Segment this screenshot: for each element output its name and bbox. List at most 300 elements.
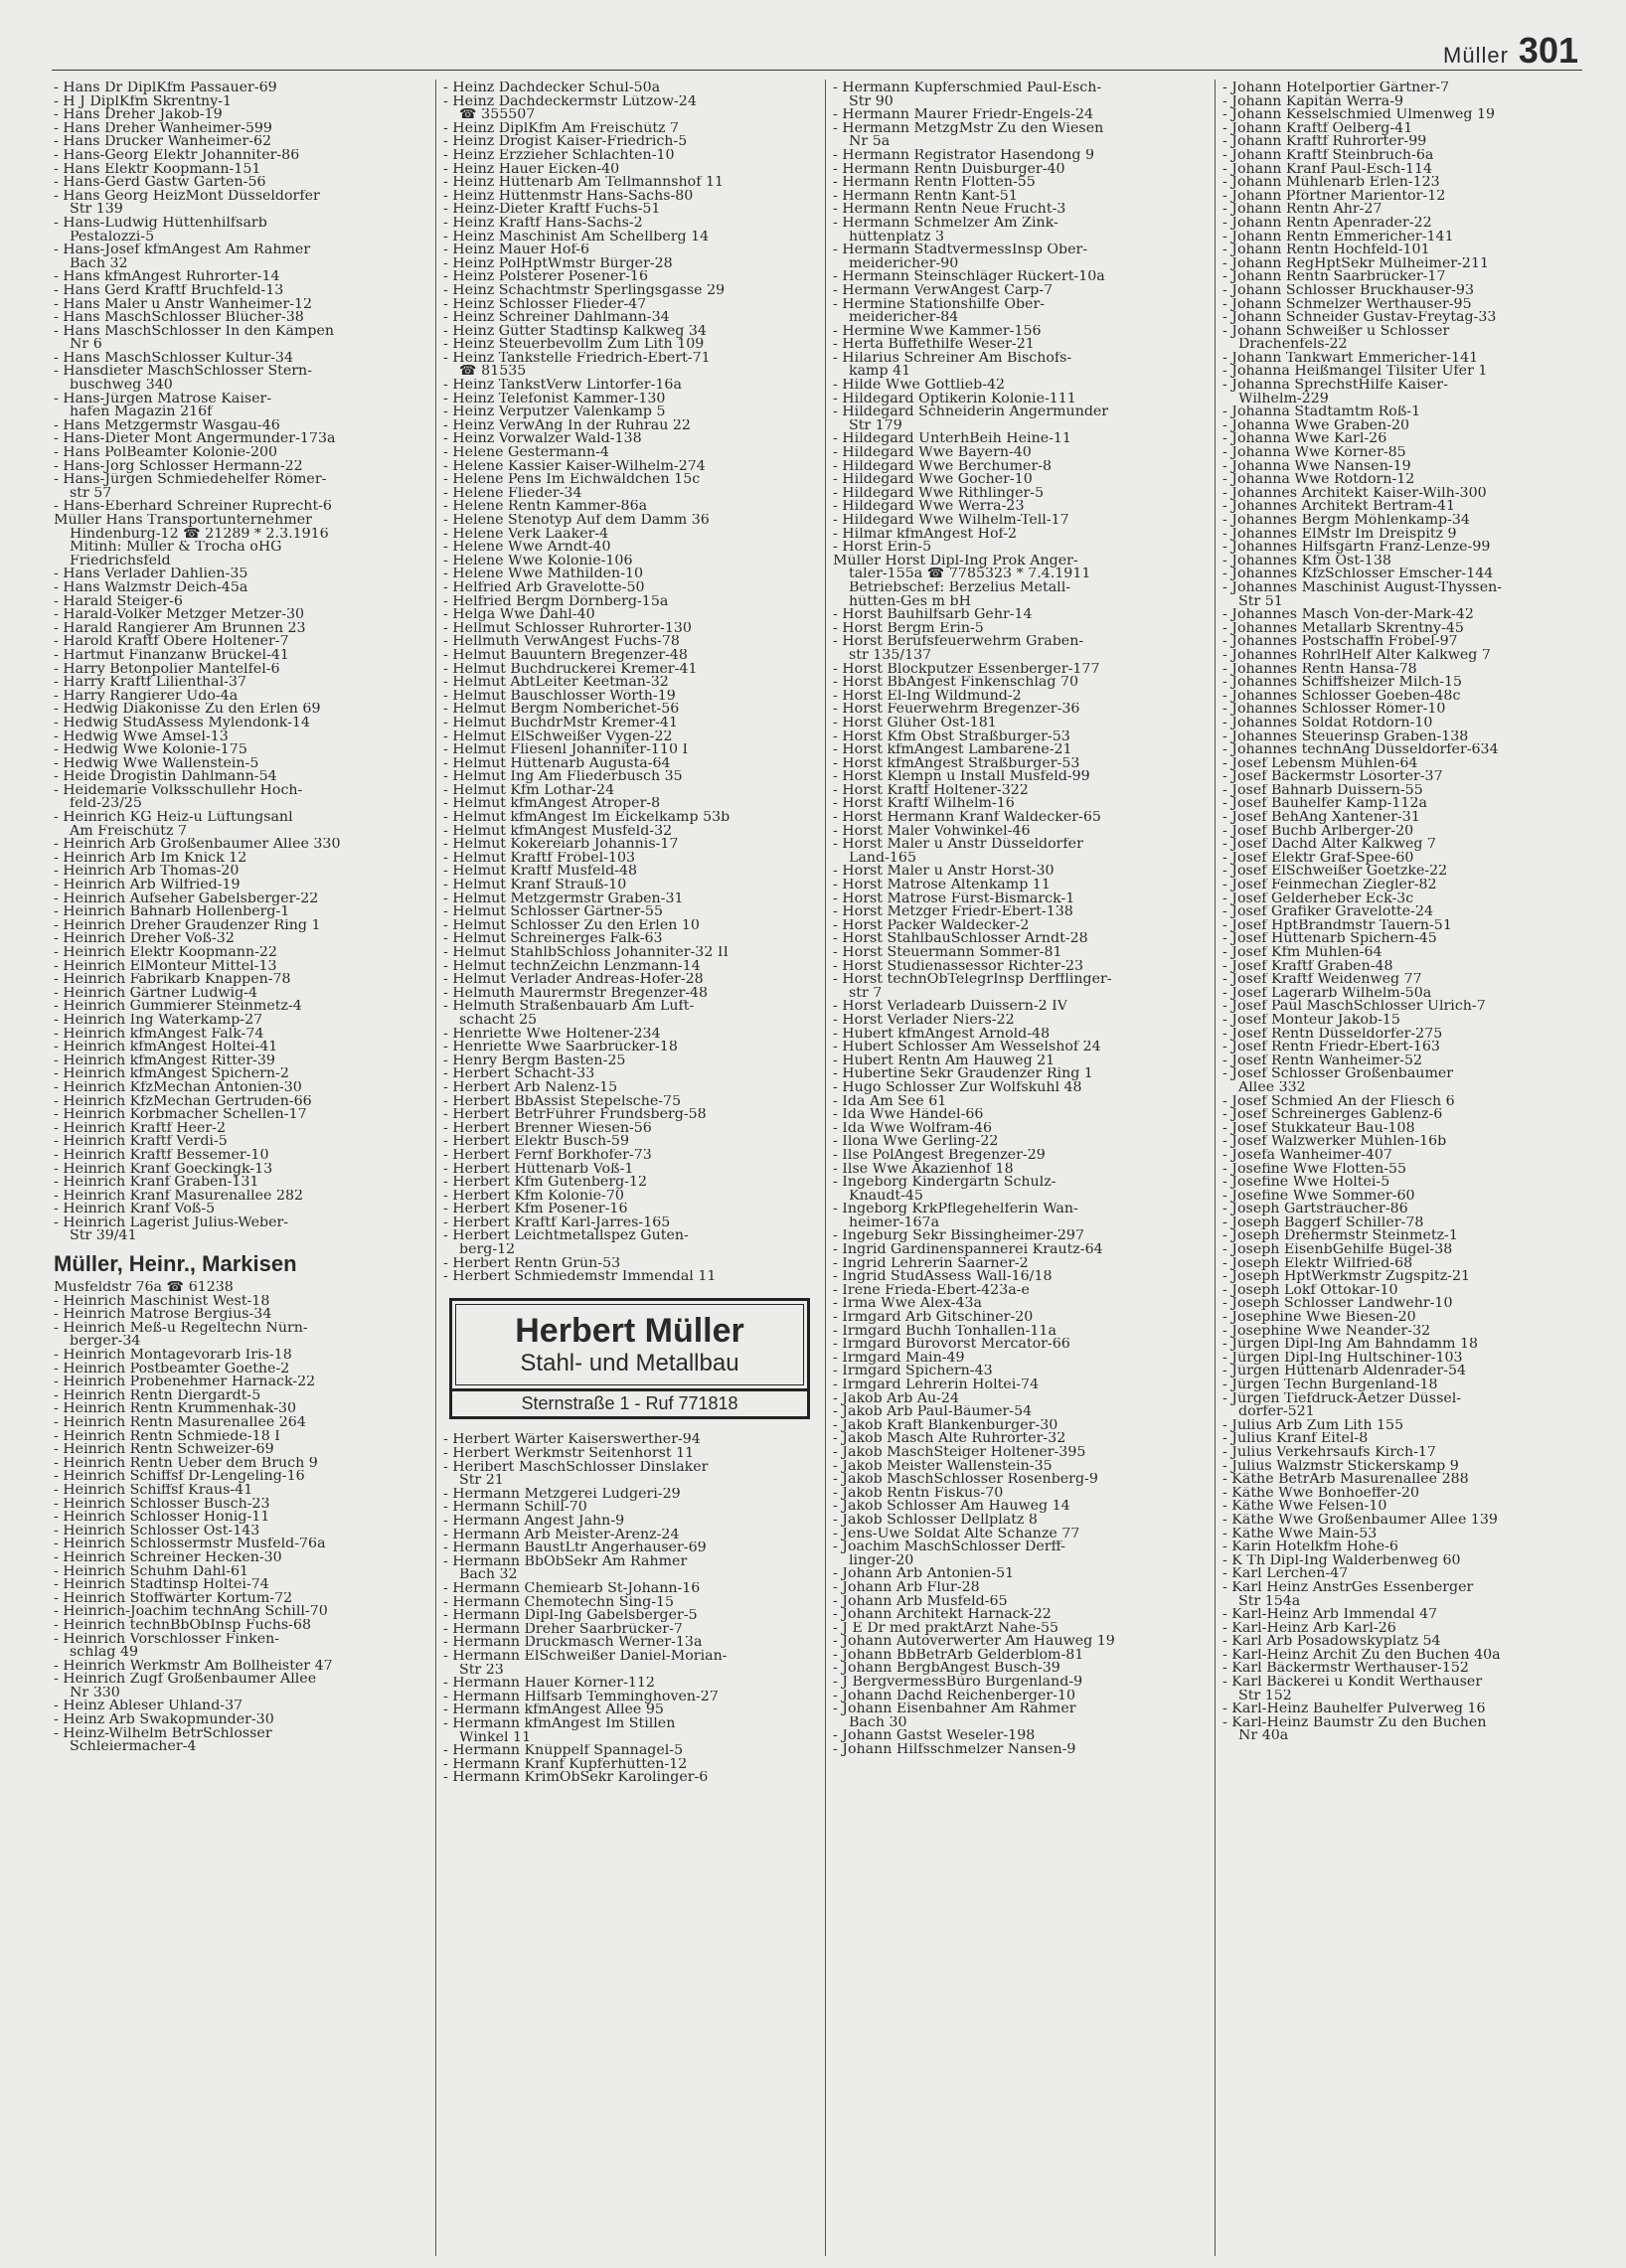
directory-entry: - Helmuth Maurermstr Bregenzer-48	[443, 986, 709, 1001]
directory-entry: - Hermann VerwAngest Carp-7	[833, 283, 1054, 298]
directory-entry: - Heinz Verputzer Valenkamp 5	[443, 405, 666, 419]
directory-entry: Betriebschef: Berzelius Metall-	[849, 580, 1071, 595]
directory-entry: - Hildegard Schneiderin Angermunder	[833, 405, 1109, 419]
directory-entry: - J E Dr med praktArzt Nahe-55	[833, 1621, 1059, 1636]
directory-entry: - Heinz Dachdeckermstr Lützow-24	[443, 94, 697, 109]
directory-entry: - Helmut Schlosser Zu den Erlen 10	[443, 918, 700, 933]
directory-entry: - Karin Hotelkfm Hohe-6	[1222, 1540, 1398, 1554]
directory-entry: Nr 6	[70, 338, 102, 352]
directory-entry: - Harry Rangierer Udo-4a	[54, 689, 239, 704]
directory-entry: - Hans-Jürgen Matrose Kaiser-	[54, 392, 272, 406]
directory-entry: - Horst Verlader Niers-22	[833, 1013, 1015, 1028]
directory-entry: - Joseph Gartsträucher-86	[1222, 1203, 1408, 1216]
directory-entry: - Hermann MetzgMstr Zu den Wiesen	[833, 121, 1104, 136]
directory-entry: hütten-Ges m bH	[849, 594, 971, 609]
directory-entry: - J BergvermessBüro Burgenland-9	[833, 1676, 1083, 1690]
directory-entry: - Josef Rentn Friedr-Ebert-163	[1222, 1041, 1440, 1054]
directory-entry: - Karl Bäckerei u Kondit Werthauser	[1222, 1676, 1483, 1690]
directory-entry: hüttenplatz 3	[849, 230, 945, 244]
directory-entry: - Heinrich Fabrikarb Knappen-78	[54, 973, 291, 987]
directory-entry: - Helene Verk Laaker-4	[443, 527, 609, 542]
directory-entry: - Helene Wwe Arndt-40	[443, 541, 611, 555]
directory-entry: - Hermann Knüppelf Spannagel-5	[443, 1744, 684, 1758]
directory-entry: - Johanna Wwe Nansen-19	[1222, 459, 1411, 474]
directory-entry: - Ingeborg KrkPflegehelferin Wan-	[833, 1203, 1078, 1216]
directory-entry: - Horst Maler Vohwinkel-46	[833, 824, 1031, 839]
directory-entry: - Heinrich Montagevorarb Iris-18	[54, 1349, 292, 1363]
directory-entry: - Horst StahlbauSchlosser Arndt-28	[833, 932, 1088, 946]
directory-entry: - Heinrich Rentn Schmiede-18 I	[54, 1429, 280, 1444]
directory-entry: - Hermann ElSchweißer Daniel-Morian-	[443, 1649, 728, 1664]
directory-entry: - Josef Lagerarb Wilhelm-50a	[1222, 986, 1432, 1001]
directory-entry: - Josef Grafiker Gravelotte-24	[1222, 905, 1434, 919]
directory-entry: - Herbert Rentn Grün-53	[443, 1256, 621, 1271]
directory-entry: - Josef Monteur Jakob-15	[1222, 1013, 1400, 1028]
directory-entry: - Horst Metzger Friedr-Ebert-138	[833, 905, 1073, 919]
directory-entry: - Horst technObTelegrInsp Derfflinger-	[833, 973, 1112, 987]
directory-entry: - Karl Bäckermstr Werthauser-152	[1222, 1662, 1469, 1677]
directory-entry: - Hermann StadtvermessInsp Ober-	[833, 243, 1088, 257]
directory-entry: Nr 5a	[849, 135, 891, 149]
directory-entry: meidericher-84	[849, 311, 959, 325]
directory-entry: - Horst Bauhilfsarb Gehr-14	[833, 608, 1033, 622]
directory-entry: - Heinz Ableser Uhland-37	[54, 1700, 244, 1714]
directory-entry: - Heinrich Postbeamter Goethe-2	[54, 1362, 290, 1377]
directory-entry: - Heinrich KfzMechan Gertruden-66	[54, 1094, 312, 1109]
directory-entry: - Joseph Elektr Wilfried-68	[1222, 1256, 1413, 1271]
directory-entry: - Hellmuth VerwAngest Fuchs-78	[443, 635, 680, 649]
directory-entry: - Heinz Schachtmstr Sperlingsgasse 29	[443, 283, 726, 298]
directory-entry: - Horst Matrose Fürst-Bismarck-1	[833, 891, 1075, 906]
directory-entry: - Heinrich Probenehmer Harnack-22	[54, 1376, 316, 1389]
directory-entry: - Johannes Schlosser Römer-10	[1222, 703, 1446, 717]
directory-entry: - Karl-Heinz Arb Immendal 47	[1222, 1608, 1438, 1622]
directory-entry: heimer-167a	[849, 1215, 940, 1230]
directory-entry: - Käthe Wwe Felsen-10	[1222, 1500, 1387, 1514]
directory-entry: - Julius Arb Zum Lith 155	[1222, 1418, 1404, 1433]
directory-entry: - Irmgard Lehrerin Holtei-74	[833, 1378, 1040, 1392]
directory-entry: - Johann Arb Musfeld-65	[833, 1594, 1008, 1609]
directory-entry: - Karl-Heinz Baumstr Zu den Buchen	[1222, 1715, 1487, 1730]
directory-entry: - Horst BbAngest Finkenschlag 70	[833, 676, 1079, 690]
directory-entry: - Heinrich Schreiner Hecken-30	[54, 1550, 282, 1565]
directory-entry: - Helmut Schreinerges Falk-63	[443, 932, 663, 946]
directory-entry: - Hildegard Optikerin Kolonie-111	[833, 392, 1076, 406]
directory-entry: - Josef Rentn Wanheimer-52	[1222, 1053, 1423, 1068]
directory-entry: - Johann Schlosser Bruckhauser-93	[1222, 283, 1474, 298]
directory-entry: - Heinrich Rentn Masurenallee 264	[54, 1416, 306, 1430]
directory-entry: - Heinrich Kranf Graben-131	[54, 1176, 259, 1190]
page-number: 301	[1518, 30, 1578, 71]
directory-entry: - Heinz-Dieter Kraftf Fuchs-51	[443, 203, 661, 217]
directory-entry: - Heinz Tankstelle Friedrich-Ebert-71	[443, 351, 711, 366]
directory-entry: - Josefa Wanheimer-407	[1222, 1148, 1392, 1163]
directory-entry: - Horst kfmAngest Straßburger-53	[833, 756, 1080, 771]
directory-entry: - Heinz Hauer Eicken-40	[443, 162, 620, 177]
directory-entry: - Hansdieter MaschSchlosser Stern-	[54, 365, 312, 380]
column-divider	[1215, 80, 1216, 2256]
directory-entry: - Hellmut Schlosser Ruhrorter-130	[443, 621, 692, 636]
directory-entry: - Horst Bergm Erin-5	[833, 621, 984, 636]
directory-entry: - Hans-Dieter Mont Angermunder-173a	[54, 432, 336, 447]
directory-entry: - Jakob Schlosser Dellplatz 8	[833, 1513, 1038, 1528]
directory-entry: - Johann Arb Antonien-51	[833, 1567, 1015, 1581]
directory-entry: - K Th Dipl-Ing Walderbenweg 60	[1222, 1553, 1461, 1568]
directory-entry: - Hermann Schmelzer Am Zink-	[833, 216, 1058, 231]
directory-entry: - Johann Kesselschmied Ulmenweg 19	[1222, 108, 1496, 122]
column-divider	[435, 80, 436, 2256]
directory-entry: - Jürgen Dipl-Ing Am Bahndamm 18	[1222, 1338, 1479, 1352]
page-header	[1443, 30, 1578, 72]
directory-entry: - Heinrich ElMonteur Mittel-13	[54, 959, 277, 974]
directory-entry: - Horst kfmAngest Lambarene-21	[833, 743, 1072, 757]
directory-entry: - Johann Tankwart Emmericher-141	[1222, 351, 1479, 366]
directory-entry: - Johann Arb Flur-28	[833, 1580, 980, 1595]
directory-entry: Str 179	[849, 418, 902, 433]
directory-entry: - Herbert Kfm Kolonie-70	[443, 1189, 624, 1204]
directory-entry: - Herbert Fernf Borkhofer-73	[443, 1148, 652, 1163]
directory-entry: - Hans PolBeamter Kolonie-200	[54, 446, 278, 460]
directory-entry: - Josef Rentn Düsseldorfer-275	[1222, 1027, 1443, 1042]
directory-entry: - Hubert kfmAngest Arnold-48	[833, 1027, 1051, 1042]
directory-entry: - Harry Kraftf Lilienthal-37	[54, 676, 247, 690]
directory-entry: - Josef Bahnarb Duissern-55	[1222, 783, 1423, 798]
directory-entry: - Hermann Druckmasch Werner-13a	[443, 1636, 703, 1650]
directory-entry: - Heinrich Arb Wilfried-19	[54, 879, 241, 892]
directory-entry: - Irmgard Arb Gitschiner-20	[833, 1311, 1034, 1325]
directory-entry: - Helmut Buchdruckerei Kremer-41	[443, 662, 698, 677]
directory-entry: - Karl-Heinz Archit Zu den Buchen 40a	[1222, 1648, 1501, 1663]
directory-entry: - Helmut Kokereiarb Johannis-17	[443, 838, 679, 852]
directory-entry: - Heinrich Korbmacher Schellen-17	[54, 1108, 307, 1122]
directory-entry: - Heinz Kraftf Hans-Sachs-2	[443, 216, 643, 231]
directory-entry: - Henriette Wwe Saarbrücker-18	[443, 1041, 678, 1054]
directory-entry: - Johann BbBetrArb Gelderblom-81	[833, 1648, 1084, 1663]
directory-entry: - Horst Matrose Altenkamp 11	[833, 879, 1051, 892]
directory-entry: - Johannes Schiffsheizer Milch-15	[1222, 676, 1463, 690]
column-2	[443, 81, 816, 2248]
directory-entry: - Hermann Dipl-Ing Gabelsberger-5	[443, 1609, 698, 1623]
directory-entry: - Hedwig Wwe Wallenstein-5	[54, 756, 259, 771]
directory-entry: - Hermine Stationshilfe Ober-	[833, 297, 1046, 312]
directory-entry: - Jakob Schlosser Am Hauweg 14	[833, 1500, 1070, 1514]
directory-entry: - Heinrich Zugf Großenbaumer Allee	[54, 1673, 317, 1687]
directory-entry: - Horst Berufsfeuerwehrm Graben-	[833, 635, 1084, 649]
directory-entry: - Heinrich Kranf Masurenallee 282	[54, 1189, 304, 1204]
directory-entry: - Joseph Schlosser Landwehr-10	[1222, 1297, 1453, 1312]
directory-entry: - Josef Kraftf Graben-48	[1222, 959, 1393, 974]
directory-entry: - Jakob Arb Au-24	[833, 1391, 960, 1406]
directory-entry: - Johann Rentn Ahr-27	[1222, 203, 1382, 217]
directory-entry: - Joachim MaschSchlosser Derff-	[833, 1540, 1065, 1554]
directory-entry: - Heinrich Aufseher Gabelsberger-22	[54, 891, 319, 906]
directory-entry: berg-12	[459, 1243, 516, 1257]
directory-entry: Schleiermacher-4	[70, 1740, 197, 1754]
directory-entry: - Heinrich Schlossermstr Musfeld-76a	[54, 1538, 326, 1551]
directory-entry: - Horst Klempn u Install Musfeld-99	[833, 770, 1090, 784]
directory-entry: - Irma Wwe Alex-43a	[833, 1297, 982, 1312]
directory-entry: - Heinrich Rentn Ueber dem Bruch 9	[54, 1456, 318, 1471]
directory-entry: - Herbert Kfm Gutenberg-12	[443, 1176, 648, 1190]
directory-entry: - Irmgard Buchh Tonhallen-11a	[833, 1324, 1057, 1339]
directory-entry: - Helmut Kfm Lothar-24	[443, 783, 615, 798]
directory-entry: Land-165	[849, 851, 916, 866]
directory-entry: Str 139	[70, 203, 123, 217]
directory-entry: - Helmut Verlader Andreas-Hofer-28	[443, 973, 704, 987]
directory-entry: - Heinrich Vorschlosser Finken-	[54, 1632, 280, 1647]
directory-entry: - Hilmar kfmAngest Hof-2	[833, 527, 1018, 542]
directory-entry: - Johannes Bergm Möhlenkamp-34	[1222, 514, 1470, 528]
directory-entry: - Heinrich Stoffwärter Kortum-72	[54, 1591, 293, 1606]
directory-entry: - Ilse PolAngest Bregenzer-29	[833, 1148, 1046, 1163]
directory-entry: - Irmgard Spichern-43	[833, 1365, 993, 1378]
directory-entry: - Julius Walzmstr Stickerskamp 9	[1222, 1459, 1459, 1474]
directory-entry: - Josef Feinmechan Ziegler-82	[1222, 879, 1437, 892]
directory-entry: - Josephine Wwe Neander-32	[1222, 1324, 1431, 1339]
directory-entry: Str 21	[459, 1474, 504, 1488]
directory-entry: - Helene Kassier Kaiser-Wilhelm-274	[443, 459, 706, 474]
directory-entry: Str 23	[459, 1663, 504, 1678]
directory-entry: - Herbert Kfm Posener-16	[443, 1203, 628, 1216]
directory-entry: - Heinz Hüttenmstr Hans-Sachs-80	[443, 189, 694, 204]
directory-entry: - Harald Rangierer Am Brunnen 23	[54, 621, 306, 636]
directory-entry: - Josefine Wwe Sommer-60	[1222, 1189, 1415, 1204]
directory-entry: - Herbert Werkmstr Seitenhorst 11	[443, 1447, 695, 1461]
directory-entry: - Heinz Polsterer Posener-16	[443, 270, 648, 284]
directory-entry: - Hermann Kupferschmied Paul-Esch-	[833, 81, 1102, 95]
directory-entry: - Hans Walzmstr Deich-45a	[54, 580, 248, 595]
directory-entry: - Heinrich Schiffsf Dr-Lengeling-16	[54, 1470, 305, 1484]
directory-entry: Str 154a	[1238, 1594, 1301, 1609]
directory-entry: - Heinrich Ing Waterkamp-27	[54, 1013, 263, 1028]
directory-entry: - Johann Kraftf Ruhrorter-99	[1222, 135, 1427, 149]
directory-entry: - Hildegard Wwe Bayern-40	[833, 446, 1032, 460]
directory-entry: - Hilde Wwe Gottlieb-42	[833, 379, 1006, 393]
directory-entry: - Johannes KfzSchlosser Emscher-144	[1222, 567, 1494, 581]
directory-entry: - Helmut Bergm Nomberichet-56	[443, 703, 680, 717]
directory-entry: - Horst Blockputzer Essenberger-177	[833, 662, 1100, 677]
directory-entry: hafen Magazin 216f	[70, 405, 213, 419]
directory-entry: - Johann Rentn Hochfeld-101	[1222, 243, 1430, 257]
directory-entry: - Johann Rentn Saarbrücker-17	[1222, 270, 1446, 284]
directory-entry: Müller Horst Dipl-Ing Prok Anger-	[833, 554, 1078, 568]
directory-entry: - Hermann Hauer Körner-112	[443, 1677, 655, 1691]
directory-entry: - Heinrich Schuhm Dahl-61	[54, 1564, 249, 1579]
directory-entry: - Helfried Arb Gravelotte-50	[443, 580, 645, 595]
directory-entry: - Johannes Kfm Ost-138	[1222, 554, 1391, 568]
directory-entry: - Heinz Arb Swakopmunder-30	[54, 1713, 274, 1727]
directory-entry: - Käthe Wwe Bonhoeffer-20	[1222, 1486, 1420, 1501]
directory-entry: - Heinz Vorwalzer Wald-138	[443, 432, 642, 447]
directory-entry: - Hermann Steinschläger Rückert-10a	[833, 270, 1105, 284]
directory-entry: - Helmut Fliesenl Johanniter-110 I	[443, 743, 689, 757]
directory-entry: - Jürgen Dipl-Ing Hultschiner-103	[1222, 1351, 1463, 1366]
directory-entry: - Heinrich kfmAngest Ritter-39	[54, 1053, 275, 1068]
directory-entry: - Ingeborg Kindergärtn Schulz-	[833, 1176, 1057, 1190]
bold-heading: Müller, Heinr., Markisen	[54, 1251, 297, 1277]
directory-entry: str 57	[70, 486, 112, 501]
directory-entry: - Hans MaschSchlosser Kultur-34	[54, 351, 293, 366]
directory-entry: - Jakob Meister Wallenstein-35	[833, 1459, 1053, 1474]
directory-entry: - Heinrich Lagerist Julius-Weber-	[54, 1215, 289, 1230]
directory-entry: - Käthe Wwe Main-53	[1222, 1527, 1378, 1541]
directory-entry: - Hermann Kranf Kupferhütten-12	[443, 1757, 688, 1772]
directory-entry: - Heinz Steuerbevollm Zum Lith 109	[443, 338, 705, 352]
directory-entry: - Herbert Schmiedemstr Immendal 11	[443, 1270, 717, 1284]
directory-entry: - Johann Hotelportier Gärtner-7	[1222, 81, 1450, 95]
directory-entry: - Herbert Hüttenarb Voß-1	[443, 1162, 634, 1177]
directory-entry: - Jürgen Techn Burgenland-18	[1222, 1378, 1438, 1392]
directory-entry: - Ida Wwe Wolfram-46	[833, 1121, 993, 1136]
directory-entry: - Heinz PolHptWmstr Bürger-28	[443, 256, 673, 271]
directory-entry: Am Freischütz 7	[70, 824, 187, 839]
directory-entry: - Hans-Georg Elektr Johanniter-86	[54, 148, 300, 163]
directory-entry: - Heinrich Rentn Krummenhak-30	[54, 1402, 296, 1416]
directory-entry: taler-155a ☎ 7785323 * 7.4.1911	[849, 567, 1091, 581]
directory-entry: - Johann Schweißer u Schlosser	[1222, 324, 1450, 339]
directory-entry: buschweg 340	[70, 379, 173, 393]
directory-entry: - Johanna Wwe Körner-85	[1222, 446, 1406, 460]
directory-entry: - Heinrich kfmAngest Falk-74	[54, 1027, 264, 1042]
directory-entry: - Helmut Kraftf Fröbel-103	[443, 851, 636, 866]
directory-entry: - Heinrich Bahnarb Hollenberg-1	[54, 905, 290, 919]
directory-entry: - Hermann Hilfsarb Temminghoven-27	[443, 1690, 719, 1704]
directory-entry: - Irmgard Bürovorst Mercator-66	[833, 1338, 1070, 1352]
directory-entry: - Heinz Mauer Hof-6	[443, 243, 590, 257]
directory-entry: - Horst Packer Waldecker-2	[833, 918, 1030, 933]
directory-entry: - Heinrich Dreher Voß-32	[54, 932, 235, 946]
directory-entry: Knaudt-45	[849, 1189, 923, 1204]
directory-entry: - Helmuth Straßenbauarb Am Luft-	[443, 1000, 695, 1014]
directory-entry: - Heinrich Meß-u Regeltechn Nürn-	[54, 1321, 308, 1336]
header-rule	[52, 70, 1582, 71]
directory-entry: - Heinrich Schlosser Ost-143	[54, 1524, 260, 1539]
directory-entry: - Hermann Registrator Hasendong 9	[833, 148, 1095, 163]
directory-entry: - Heinrich Kranf Voß-5	[54, 1203, 216, 1216]
directory-entry: - Hermann Chemotechn Sing-15	[443, 1595, 675, 1610]
directory-entry: linger-20	[849, 1553, 914, 1568]
running-head: Müller	[1443, 43, 1509, 68]
directory-entry: meidericher-90	[849, 256, 959, 271]
directory-entry: - Helmut BuchdrMstr Kremer-41	[443, 716, 678, 730]
directory-entry: - Jakob Arb Paul-Bäumer-54	[833, 1405, 1033, 1419]
directory-entry: - Johann Dachd Reichenberger-10	[833, 1689, 1076, 1703]
directory-entry: - Johanna Wwe Graben-20	[1222, 418, 1410, 433]
directory-entry: Musfeldstr 76a ☎ 61238	[54, 1281, 234, 1295]
directory-entry: - Hans Georg HeizMont Düsseldorfer	[54, 189, 320, 204]
directory-entry: - Henry Bergm Basten-25	[443, 1053, 626, 1068]
directory-entry: ☎ 81535	[459, 365, 527, 380]
directory-entry: Allee 332	[1238, 1080, 1306, 1095]
directory-entry: - Karl Arb Posadowskyplatz 54	[1222, 1635, 1441, 1649]
directory-entry: Drachenfels-22	[1238, 338, 1348, 352]
directory-entry: - Karl-Heinz Arb Karl-26	[1222, 1621, 1396, 1636]
directory-entry: - Johannes Schlosser Goeben-48c	[1222, 689, 1461, 704]
directory-entry: - Helmut Metzgermstr Graben-31	[443, 891, 684, 906]
directory-entry: - Johann Pförtner Marientor-12	[1222, 189, 1446, 204]
column-1	[54, 81, 426, 2248]
directory-entry: - Hildegard Wwe Rithlinger-5	[833, 486, 1045, 501]
directory-entry: - Ingeburg Sekr Bissingheimer-297	[833, 1229, 1084, 1244]
directory-entry: - Heinz Schlosser Flieder-47	[443, 297, 647, 312]
directory-entry: - Helmut Bauuntern Bregenzer-48	[443, 648, 688, 663]
directory-entry: - Joseph Lokf Ottokar-10	[1222, 1283, 1398, 1298]
directory-entry: - Hans Metzgermstr Wasgau-46	[54, 418, 280, 433]
directory-entry: - Heidemarie Volksschullehr Hoch-	[54, 783, 303, 798]
directory-entry: - Joseph EisenbGehilfe Bügel-38	[1222, 1243, 1453, 1257]
directory-entry: - Heinrich kfmAngest Holtei-41	[54, 1041, 278, 1054]
directory-entry: - Jakob Kraft Blankenburger-30	[833, 1418, 1058, 1433]
directory-entry: - Johann Autoverwerter Am Hauweg 19	[833, 1635, 1115, 1649]
directory-entry: - Johann Kranf Paul-Esch-114	[1222, 162, 1433, 177]
directory-entry: - Heinrich KfzMechan Antonien-30	[54, 1080, 302, 1095]
directory-entry: - Johann Schmelzer Werthauser-95	[1222, 297, 1472, 312]
advertisement-box	[449, 1298, 810, 1391]
directory-entry: Pestalozzi-5	[70, 230, 155, 244]
directory-entry: - Horst Verladearb Duissern-2 IV	[833, 1000, 1068, 1014]
directory-entry: - Johanna SprechstHilfe Kaiser-	[1222, 379, 1448, 393]
column-divider	[825, 80, 826, 2256]
directory-entry: - Jakob MaschSchlosser Rosenberg-9	[833, 1473, 1098, 1487]
directory-entry: - Ingrid Gardinenspannerei Krautz-64	[833, 1243, 1103, 1257]
directory-entry: dorfer-521	[1238, 1405, 1315, 1419]
directory-entry: - Heinrich Dreher Graudenzer Ring 1	[54, 918, 321, 933]
directory-entry: - Helmut kfmAngest Im Eickelkamp 53b	[443, 811, 731, 825]
directory-entry: - Heinrich Schiffsf Kraus-41	[54, 1483, 253, 1498]
directory-entry: - Josef Kraftf Weidenweg 77	[1222, 973, 1422, 987]
directory-entry: - Horst Kraftf Wilhelm-16	[833, 797, 1015, 812]
directory-entry: - Ilona Wwe Gerling-22	[833, 1135, 999, 1149]
directory-entry: - Karl Lerchen-47	[1222, 1567, 1349, 1581]
directory-entry: - Hildegard Wwe Berchumer-8	[833, 459, 1053, 474]
directory-entry: - Heinrich technBbObInsp Fuchs-68	[54, 1618, 312, 1633]
directory-entry: - Hermann BbObSekr Am Rahmer	[443, 1554, 688, 1569]
directory-entry: - Johann Architekt Harnack-22	[833, 1608, 1052, 1622]
directory-entry: - Heinrich Stadtinsp Holtei-74	[54, 1578, 269, 1592]
directory-entry: - Harald Steiger-6	[54, 594, 183, 609]
directory-entry: - Horst Feuerwehrm Bregenzer-36	[833, 703, 1080, 717]
directory-entry: - Heinrich Rentn Diergardt-5	[54, 1388, 261, 1403]
directory-entry: - Joseph Baggerf Schiller-78	[1222, 1215, 1424, 1230]
directory-entry: - Johannes Maschinist August-Thyssen-	[1222, 580, 1503, 595]
directory-entry: Müller Hans Transportunternehmer	[54, 514, 312, 528]
directory-entry: - Hermann Schill-70	[443, 1501, 587, 1515]
directory-entry: - Hugo Schlosser Zur Wolfskuhl 48	[833, 1080, 1082, 1095]
directory-entry: - Herbert Elektr Busch-59	[443, 1135, 629, 1149]
directory-entry: Friedrichsfeld	[70, 554, 171, 568]
directory-entry: ☎ 355507	[459, 108, 536, 122]
directory-entry: - Hans Elektr Koopmann-151	[54, 162, 261, 177]
directory-entry: - Heinz-Wilhelm BetrSchlosser	[54, 1726, 272, 1741]
directory-entry: - Heinrich Kraftf Heer-2	[54, 1121, 226, 1136]
directory-entry: - Jakob Rentn Fiskus-70	[833, 1486, 1004, 1501]
directory-entry: - Josef Bäckermstr Lösorter-37	[1222, 770, 1443, 784]
directory-entry: - Herta Büffethilfe Weser-21	[833, 338, 1035, 352]
directory-entry: - Hermann kfmAngest Allee 95	[443, 1703, 664, 1717]
directory-entry: - Josef Kfm Mühlen-64	[1222, 946, 1382, 960]
directory-entry: - Horst Studienassessor Richter-23	[833, 959, 1084, 974]
directory-entry: - Henriette Wwe Holtener-234	[443, 1027, 661, 1042]
column-3	[833, 81, 1206, 2248]
directory-entry: - Harold Kraftf Obere Holtener-7	[54, 635, 289, 649]
directory-entry: - Johann BergbAngest Busch-39	[833, 1662, 1060, 1677]
directory-entry: - Jakob MaschSteiger Holtener-395	[833, 1445, 1086, 1460]
directory-entry: - Jürgen Hüttenarb Aldenrader-54	[1222, 1365, 1467, 1378]
directory-entry: - Herbert Wärter Kaiserswerther-94	[443, 1433, 701, 1448]
directory-entry: - Hermann Maurer Friedr-Engels-24	[833, 108, 1093, 122]
directory-entry: - Horst Kfm Obst Straßburger-53	[833, 729, 1070, 744]
directory-entry: - Horst Glüher Ost-181	[833, 716, 997, 730]
